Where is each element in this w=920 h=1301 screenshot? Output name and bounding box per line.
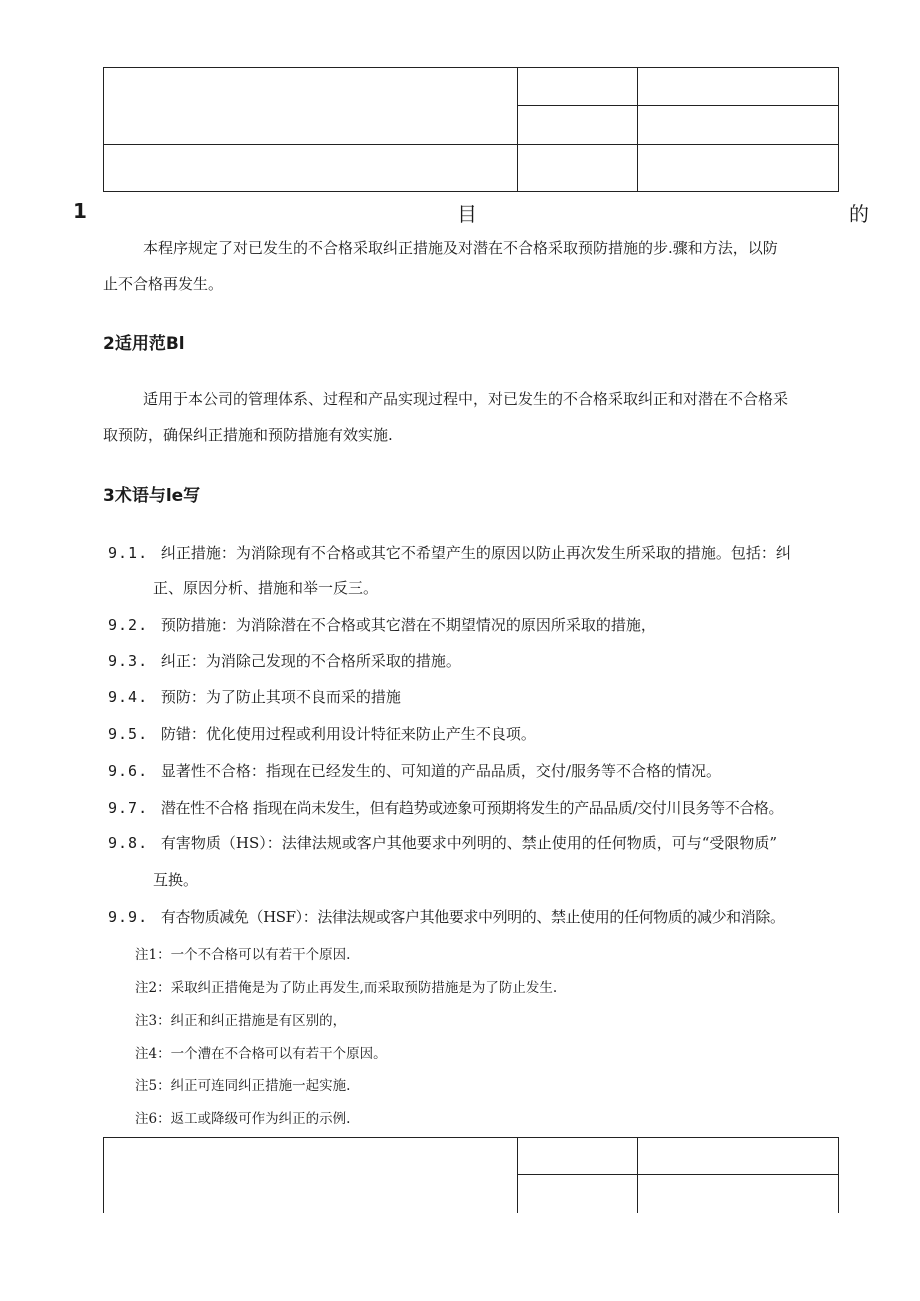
definition-item-continuation: 正、原因分析、措施和举一反三。 (153, 579, 379, 597)
definition-item (108, 686, 401, 707)
note-item: 注5：纠正可连同纠正措施一起实施. (135, 1078, 351, 1094)
item-number: 9.3. (108, 652, 149, 670)
definition-item (108, 614, 656, 635)
definition-item (108, 542, 791, 563)
note-item: 注6：返工或降级可作为纠正的示例. (135, 1111, 351, 1127)
item-number: 9.7. (108, 799, 149, 817)
note-item: 注3：纠正和纠正措施是有区别的， (135, 1013, 347, 1029)
section-3-title: 3术语与le写 (103, 486, 201, 506)
item-text: 纠正：为消除己发现的不合格所采取的措施。 (160, 652, 461, 670)
item-text: 预防：为了防止其项不良而采的措施 (160, 688, 401, 706)
note-item: 注1：一个不合格可以有若干个原因. (135, 947, 351, 963)
item-text: 显著性不合格：指现在已经发生的、可知道的产品品质，交付/服务等不合格的情况。 (160, 762, 721, 780)
item-number: 9.5. (108, 725, 149, 743)
section-1-body-line: 本程序规定了对已发生的不合格采取纠正措施及对潜在不合格采取预防措施的步.骤和方法，以防 (143, 239, 778, 257)
item-number: 9.9. (108, 908, 149, 926)
note-item: 注2：采取纠正措俺是为了防止再发生,而采取预防措施是为了防止发生. (135, 980, 558, 996)
section-1-body-line: 止不合格再发生。 (103, 275, 224, 293)
definition-item (108, 650, 461, 671)
item-number: 9.1. (108, 544, 149, 562)
section-1-title-right: 的 (849, 202, 869, 226)
section-1-title-left: 目 (457, 202, 477, 226)
item-number: 9.8. (108, 834, 149, 852)
definition-item-continuation: 互换。 (153, 871, 199, 889)
section-1-number: 1 (73, 199, 87, 223)
section-2-title: 2适用范Bl (103, 334, 185, 354)
note-item: 注4：一个漕在不合格可以有若干个原因。 (135, 1046, 387, 1062)
item-number: 9.6. (108, 762, 149, 780)
item-text: 纠正措施：为消除现有不合格或其它不希望产生的原因以防止再次发生所采取的措施。包括：纠 (160, 544, 791, 562)
definition-item (108, 832, 777, 853)
section-2-body-line: 取预防，确保纠正措施和预防措施有效实施. (103, 426, 393, 444)
section-2-body-line: 适用于本公司的管理体系、过程和产品实现过程中，对已发生的不合格采取纠正和对潜在不合格采 (143, 390, 789, 408)
definition-item (108, 760, 721, 781)
definition-item (108, 906, 785, 927)
section-2-body (103, 381, 869, 453)
item-number: 9.4. (108, 688, 149, 706)
item-text: 预防措施：为消除潜在不合格或其它潜在不期望情况的原因所采取的措施， (160, 616, 656, 634)
item-text: 有杏物质减免（HSF）：法律法规或客户其他要求中列明的、禁止使用的任何物质的减少和消除。 (160, 908, 785, 926)
definition-item (108, 797, 783, 818)
definition-item (108, 723, 536, 744)
item-text: 防错：优化使用过程或利用设计特征来防止产生不良项。 (160, 725, 536, 743)
item-text: 潜在性不合格 指现在尚未发生，但有趋势或迹象可预期将发生的产品品质/交付川艮务等不合格。 (160, 799, 784, 817)
item-number: 9.2. (108, 616, 149, 634)
section-1-body (103, 230, 869, 302)
item-text: 有害物质（HS）：法律法规或客户其他要求中列明的、禁止使用的任何物质，可与“受限物质” (160, 834, 778, 852)
